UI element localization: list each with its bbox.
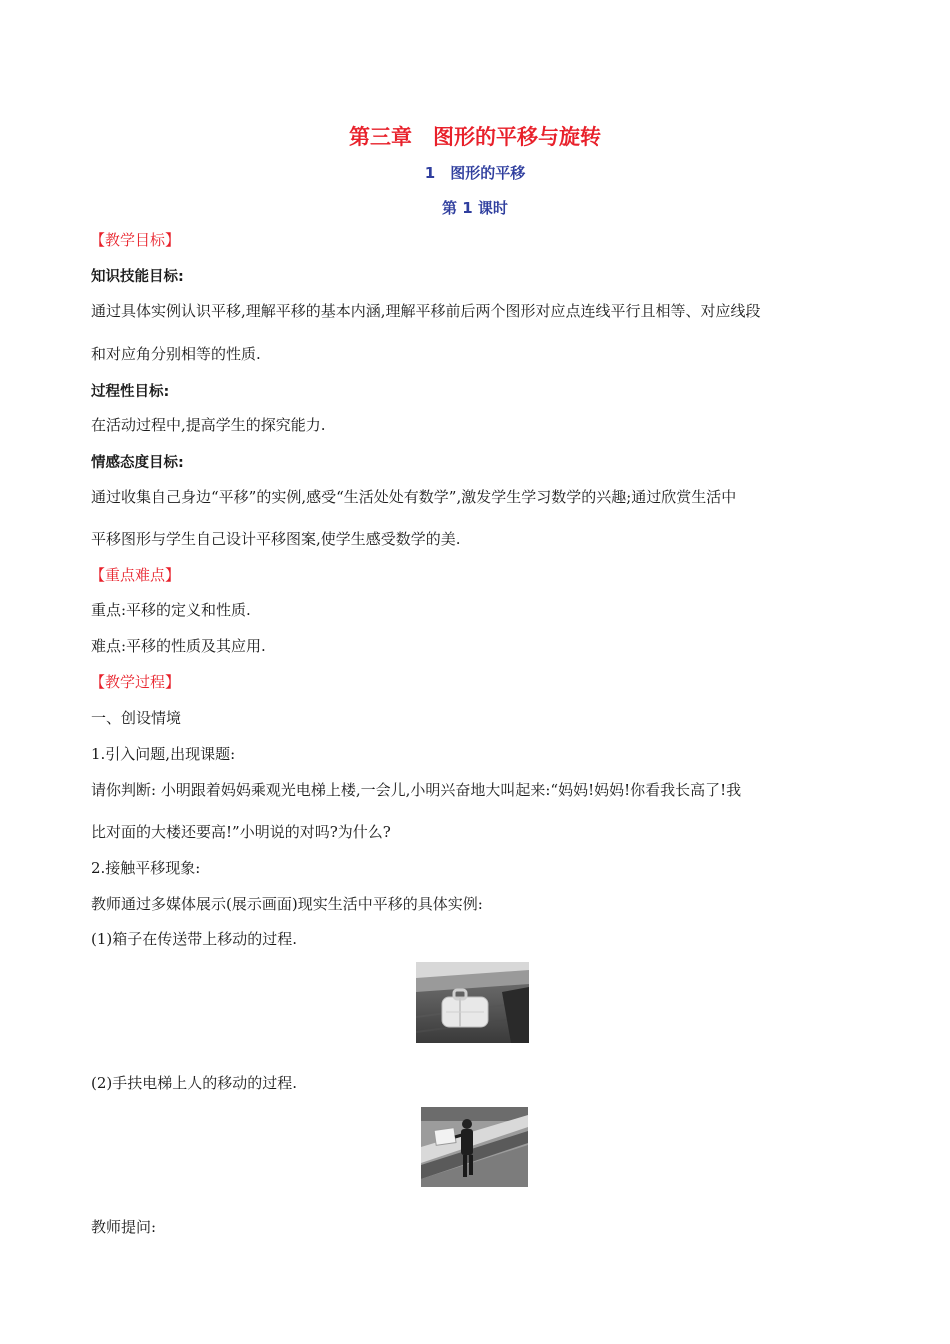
section-heading-process: 【教学过程】: [90, 673, 181, 691]
key-difficulty: 难点:平移的性质及其应用.: [91, 637, 266, 655]
example1-text: (1)箱子在传送带上移动的过程.: [91, 930, 298, 948]
process-step2: 2.接触平移现象:: [91, 859, 201, 877]
conveyor-suitcase-image: [416, 962, 529, 1043]
process-step1: 1.引入问题,出现课题:: [91, 745, 236, 763]
teacher-ask-text: 教师提问:: [91, 1218, 157, 1236]
section-heading-key: 【重点难点】: [90, 566, 181, 584]
knowledge-text-line2: 和对应角分别相等的性质.: [91, 345, 261, 363]
example2-text: (2)手扶电梯上人的移动的过程.: [91, 1074, 298, 1092]
question-line1: 请你判断: 小明跟着妈妈乘观光电梯上楼,一会儿,小明兴奋地大叫起来:“妈妈!妈妈!你看我长高了!我: [91, 781, 742, 799]
question-line2: 比对面的大楼还要高!”小明说的对吗?为什么?: [91, 823, 391, 841]
emotion-heading: 情感态度目标:: [91, 455, 184, 471]
key-focus: 重点:平移的定义和性质.: [91, 601, 251, 619]
section-subtitle: 1 图形的平移: [424, 164, 526, 182]
process-goal-heading: 过程性目标:: [91, 384, 170, 400]
emotion-text-line2: 平移图形与学生自己设计平移图案,使学生感受数学的美.: [91, 530, 461, 548]
section-heading-goals: 【教学目标】: [90, 231, 181, 249]
lesson-label: 第 1 课时: [442, 199, 508, 217]
knowledge-heading: 知识技能目标:: [91, 269, 184, 285]
teacher-show-text: 教师通过多媒体展示(展示画面)现实生活中平移的具体实例:: [91, 895, 483, 913]
process-part1: 一、创设情境: [91, 709, 182, 727]
chapter-title: 第三章 图形的平移与旋转: [349, 125, 601, 149]
escalator-person-image: [421, 1107, 528, 1187]
process-goal-text: 在活动过程中,提高学生的探究能力.: [91, 416, 326, 434]
emotion-text-line1: 通过收集自己身边“平移”的实例,感受“生活处处有数学”,激发学生学习数学的兴趣;通过欣赏生活中: [91, 488, 737, 506]
knowledge-text-line1: 通过具体实例认识平移,理解平移的基本内涵,理解平移前后两个图形对应点连线平行且相等、对应线段: [91, 302, 761, 320]
